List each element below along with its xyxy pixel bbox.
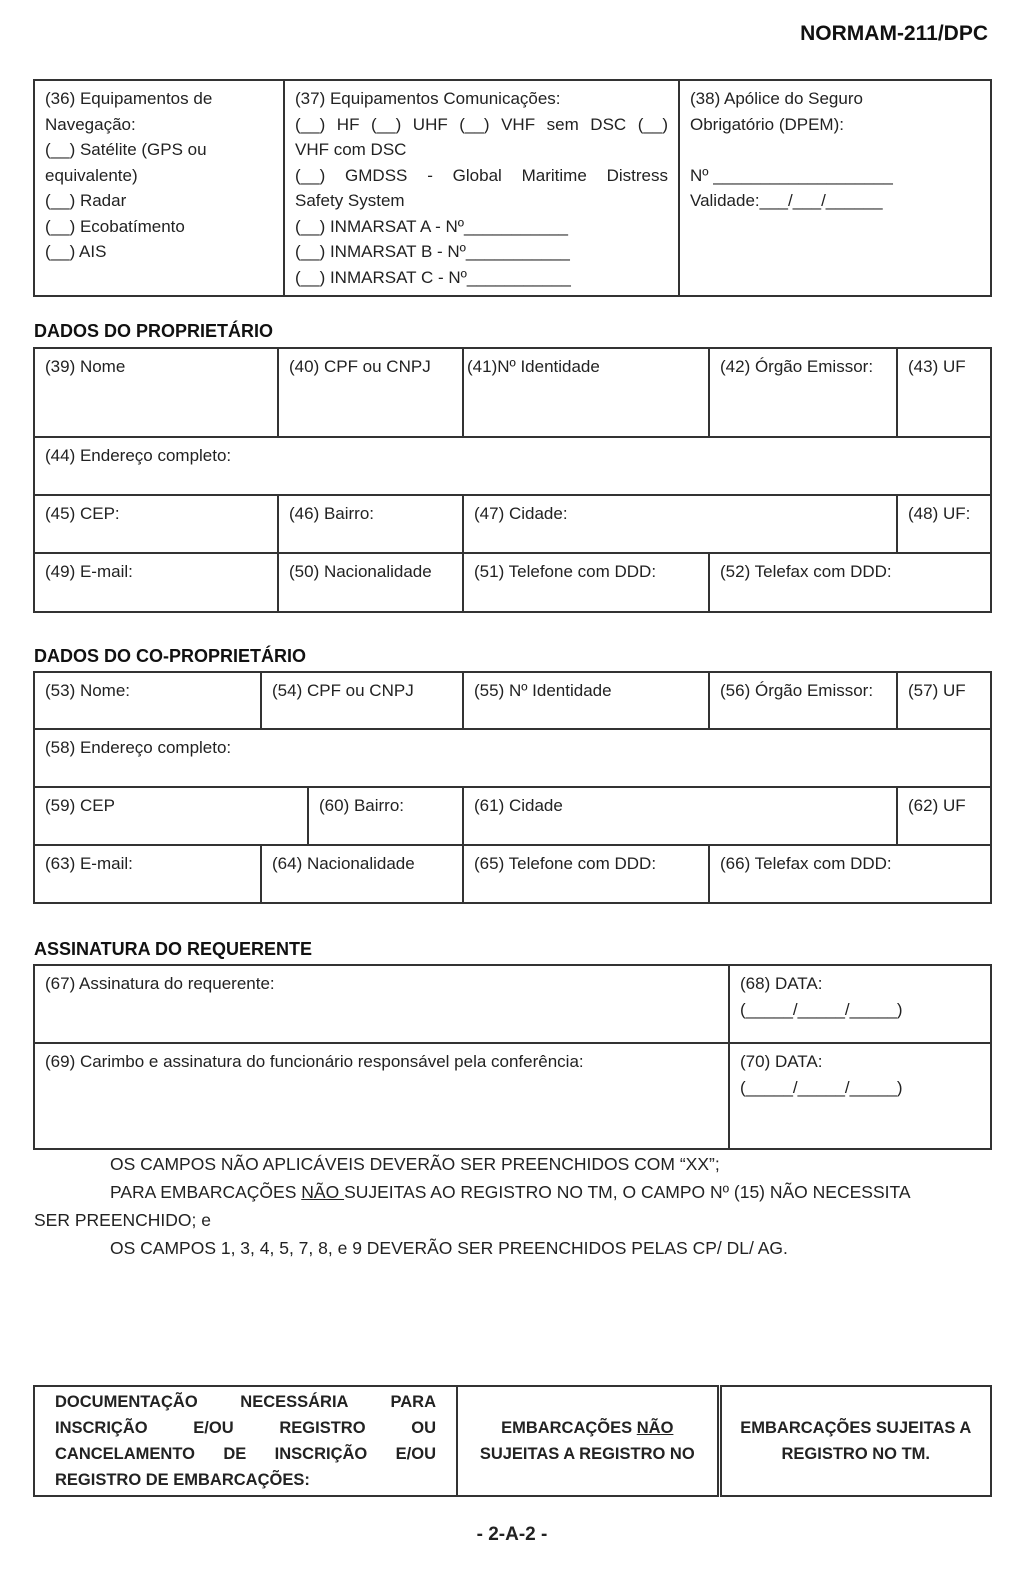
coowner-section-title: DADOS DO CO-PROPRIETÁRIO	[34, 646, 307, 666]
coowner-id-field[interactable]: (55) Nº Identidade	[463, 672, 709, 729]
documentation-table	[33, 1385, 992, 1497]
com-line: (__) GMDSS - Global Maritime Distress	[295, 165, 668, 185]
docs-subject-line: EMBARCAÇÕES SUJEITAS A	[740, 1419, 972, 1437]
note-2-part: SUJEITAS AO REGISTRO NO TM, O CAMPO Nº (15) NÃO NECESSITA	[344, 1182, 911, 1202]
nav-item: (__) Ecobatímento	[45, 216, 185, 236]
owner-table	[33, 347, 992, 613]
nav-title-2: Navegação:	[45, 114, 136, 134]
coowner-cpf-field[interactable]: (54) CPF ou CNPJ	[261, 672, 463, 729]
owner-fax-field[interactable]: (52) Telefax com DDD:	[709, 553, 991, 612]
nav-item: (__) Radar	[45, 191, 127, 210]
docs-header-cell	[34, 1386, 457, 1496]
owner-uf-field[interactable]: (43) UF	[897, 348, 991, 437]
note-2-part: PARA EMBARCAÇÕES	[110, 1182, 302, 1202]
date-blank: (_____/_____/_____)	[740, 1077, 903, 1097]
note-2-cont: SER PREENCHIDO; e	[34, 1210, 211, 1230]
com-equipment-field[interactable]	[284, 80, 679, 296]
owner-issuer-field[interactable]: (42) Órgão Emissor:	[709, 348, 897, 437]
official-date-field[interactable]	[729, 1043, 991, 1149]
owner-district-field[interactable]: (46) Bairro:	[278, 495, 463, 553]
insurance-field[interactable]	[679, 80, 991, 296]
owner-city-field[interactable]: (47) Cidade:	[463, 495, 897, 553]
coowner-phone-field[interactable]: (65) Telefone com DDD:	[463, 845, 709, 903]
nav-item: (__) AIS	[45, 242, 107, 261]
owner-name-field[interactable]: (39) Nome	[34, 348, 278, 437]
date-blank: (_____/_____/_____)	[740, 999, 903, 1019]
signature-table	[33, 964, 992, 1150]
ins-line: Validade:___/___/______	[690, 191, 883, 210]
ins-line: Obrigatório (DPEM):	[690, 114, 844, 134]
docs-subject-cell	[719, 1386, 991, 1496]
coowner-cep-field[interactable]: (59) CEP	[34, 787, 308, 845]
owner-nationality-field[interactable]: (50) Nacionalidade	[278, 553, 463, 612]
coowner-district-field[interactable]: (60) Bairro:	[308, 787, 463, 845]
applicant-date-field[interactable]	[729, 965, 991, 1043]
coowner-city-field[interactable]: (61) Cidade	[463, 787, 897, 845]
coowner-uf-field[interactable]: (57) UF	[897, 672, 991, 729]
ins-line	[690, 137, 980, 163]
date-label: (68) DATA:	[740, 974, 823, 993]
com-title: (37) Equipamentos Comunicações:	[295, 89, 561, 108]
nav-equipment-field[interactable]	[34, 80, 284, 296]
note-1: OS CAMPOS NÃO APLICÁVEIS DEVERÃO SER PREENCHIDOS COM “XX”;	[110, 1154, 720, 1174]
signature-section-title: ASSINATURA DO REQUERENTE	[34, 939, 313, 959]
docs-emphasis: NÃO	[636, 1419, 674, 1437]
note-2-emphasis: NÃO	[301, 1182, 345, 1202]
docs-header-line: CANCELAMENTO DE INSCRIÇÃO E/OU	[55, 1445, 436, 1463]
coowner-fax-field[interactable]: (66) Telefax com DDD:	[709, 845, 991, 903]
coowner-state-field[interactable]: (62) UF	[897, 787, 991, 845]
owner-email-field[interactable]: (49) E-mail:	[34, 553, 278, 612]
official-stamp-field[interactable]: (69) Carimbo e assinatura do funcionário responsável pela conferência:	[34, 1043, 729, 1149]
ins-line: Nº ___________________	[690, 165, 893, 185]
nav-item: equivalente)	[45, 165, 138, 185]
ins-line: (38) Apólice do Seguro	[690, 89, 863, 108]
instructions-notes	[34, 1150, 992, 1262]
com-line: (__) INMARSAT C - Nº___________	[295, 267, 571, 287]
coowner-nationality-field[interactable]: (64) Nacionalidade	[261, 845, 463, 903]
docs-subject-line: REGISTRO NO TM.	[781, 1445, 930, 1463]
docs-not-subject-line: SUJEITAS A REGISTRO NO	[479, 1445, 695, 1463]
docs-not-subject-line	[459, 1415, 716, 1441]
nav-item: (__) Satélite (GPS ou	[45, 140, 207, 159]
owner-cpf-field[interactable]: (40) CPF ou CNPJ	[278, 348, 463, 437]
docs-text: EMBARCAÇÕES	[501, 1419, 637, 1437]
applicant-signature-field[interactable]: (67) Assinatura do requerente:	[34, 965, 729, 1043]
owner-cep-field[interactable]: (45) CEP:	[34, 495, 278, 553]
docs-not-subject-cell	[457, 1386, 719, 1496]
com-line: (__) HF (__) UHF (__) VHF sem DSC (__)	[295, 114, 668, 134]
coowner-issuer-field[interactable]: (56) Órgão Emissor:	[709, 672, 897, 729]
owner-id-field[interactable]: (41)Nº Identidade	[463, 348, 709, 437]
owner-section-title: DADOS DO PROPRIETÁRIO	[34, 321, 274, 341]
com-line: VHF com DSC	[295, 140, 407, 159]
docs-header-line: REGISTRO DE EMBARCAÇÕES:	[55, 1471, 310, 1489]
note-3: OS CAMPOS 1, 3, 4, 5, 7, 8, e 9 DEVERÃO SER PREENCHIDOS PELAS CP/ DL/ AG.	[110, 1238, 788, 1258]
coowner-table	[33, 671, 992, 904]
document-code: NORMAM-211/DPC	[800, 22, 988, 45]
equipment-table	[33, 79, 992, 297]
com-line: Safety System	[295, 191, 405, 210]
owner-phone-field[interactable]: (51) Telefone com DDD:	[463, 553, 709, 612]
owner-address-field[interactable]: (44) Endereço completo:	[34, 437, 991, 495]
note-2	[34, 1178, 992, 1206]
com-line: (__) INMARSAT B - Nº___________	[295, 242, 570, 261]
com-line: (__) INMARSAT A - Nº___________	[295, 216, 569, 236]
coowner-address-field[interactable]: (58) Endereço completo:	[34, 729, 991, 787]
docs-header-line: DOCUMENTAÇÃO NECESSÁRIA PARA	[55, 1393, 436, 1411]
coowner-name-field[interactable]: (53) Nome:	[34, 672, 261, 729]
page-number: - 2-A-2 -	[476, 1524, 548, 1545]
coowner-email-field[interactable]: (63) E-mail:	[34, 845, 261, 903]
docs-header-line: INSCRIÇÃO E/OU REGISTRO OU	[55, 1419, 436, 1437]
nav-title-1: (36) Equipamentos de	[45, 89, 213, 108]
date-label: (70) DATA:	[740, 1052, 823, 1071]
owner-state-field[interactable]: (48) UF:	[897, 495, 991, 553]
